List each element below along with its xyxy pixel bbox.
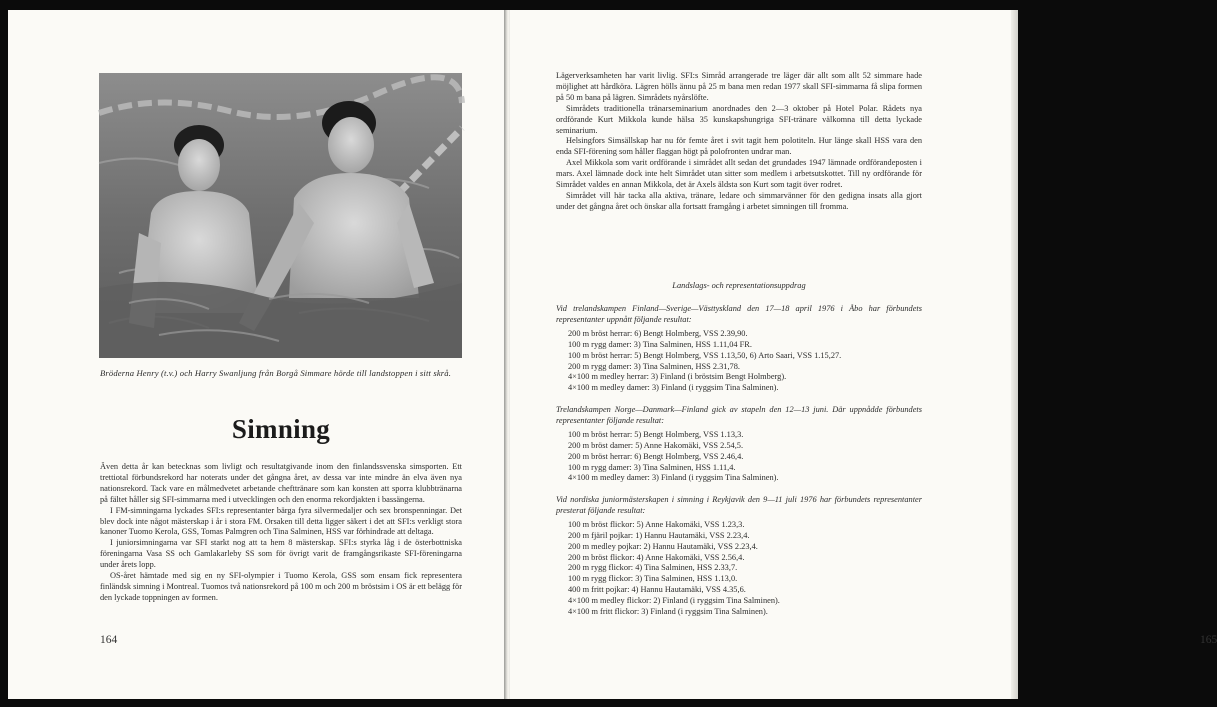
result-item: 4×100 m medley herrar: 3) Finland (i bröstsim Bengt Holmberg). xyxy=(568,372,787,382)
result-item: 4×100 m medley flickor: 2) Finland (i ryggsim Tina Salminen). xyxy=(568,596,780,606)
result-item: 200 m rygg damer: 3) Tina Salminen, HSS 2.31,78. xyxy=(568,361,740,371)
paragraph: Helsingfors Simsällskap har nu för femte året i svit tagit hem polotiteln. Hur länge skall HSS vara den enda SFI-förening som håller flaggan högt på polofronten undrar man. xyxy=(556,136,922,157)
photo-two-swimmers-in-pool xyxy=(99,73,462,358)
results-block xyxy=(556,405,922,484)
subheading: Landslags- och representationsuppdrag xyxy=(672,281,806,290)
result-item: 200 m fjäril pojkar: 1) Hannu Hautamäki, VSS 2.23,4. xyxy=(568,530,750,540)
result-item: 100 m bröst flickor: 5) Anne Hakomäki, VSS 1.23,3. xyxy=(568,519,745,529)
page-edge xyxy=(1011,10,1018,699)
paragraph: I FM-simningarna lyckades SFI:s representanter bärga fyra silvermedaljer och sex bronspenningar. Det blev dock inte något mästerskap i år i stora FM. Orsaken till detta ligger säkert i det att SFI:s verkligt stora kanoner Tuomo Kerola, GSS, Tomas Palmgren och Tina Salminen, HSS var förhindrade att deltaga. xyxy=(100,505,462,537)
result-item: 100 m bröst herrar: 5) Bengt Holmberg, VSS 1.13,50, 6) Arto Saari, VSS 1.15,27. xyxy=(568,350,842,360)
paragraph: Även detta år kan betecknas som livligt och resultatgivande inom den finlandssvenska simsporten. Ett trettiotal förbundsrekord har noterats under det gångna året, av dessa var inte mindre än elva även nya nationsrekord. Tack vare en målmedvetet arbetande chefttränare som kan konsten att sporra klubbtränarna på fältet håller sig SFI-simmarna med i utvecklingen och den enorma rekordjakten i bassängerna. xyxy=(100,462,462,504)
results-block xyxy=(556,304,922,394)
paragraph: Lägerverksamheten har varit livlig. SFI:s Simråd arrangerade tre läger där allt som allt 52 simmare hade möjlighet att hårdköra. Lägren hölls ännu på 25 m bana men redan 1977 skall SFI-simmarna få slipa formen på 50 m bana på lägren. Simrådets nyårslöfte. xyxy=(556,71,922,102)
paragraph: OS-året hämtade med sig en ny SFI-olympier i Tuomo Kerola, GSS som ensam fick representera finländsk simning i Montreal. Tuomos två nationsrekord på 100 m och 200 m bröstsim i OS är ett belägg för den lyckade toppningen av formen. xyxy=(100,571,462,602)
result-item: 100 m rygg flickor: 3) Tina Salminen, HSS 1.13,0. xyxy=(568,574,738,584)
results-intro: Vid nordiska juniormästerskapen i simning i Reykjavik den 9—11 juli 1976 har förbundets representanter presterat följande resultat: xyxy=(556,495,922,515)
result-item: 100 m bröst herrar: 5) Bengt Holmberg, VSS 1.13,3. xyxy=(568,429,744,439)
result-item: 100 m rygg damer: 3) Tina Salminen, HSS 1.11,04 FR. xyxy=(568,339,752,349)
paragraph: Simrådets traditionella tränarseminarium anordnades den 2—3 oktober på Hotel Polar. Rådets nya ordförande Kurt Mikkola kunde hälsa 35 kunskapshungriga SFI-tränare välkomna till detta lyckade seminarium. xyxy=(556,103,922,135)
result-item: 200 m rygg flickor: 4) Tina Salminen, HSS 2.33,7. xyxy=(568,563,738,573)
result-item: 200 m bröst flickor: 4) Anne Hakomäki, VSS 2.56,4. xyxy=(568,552,745,562)
page-number-right: 165 xyxy=(1200,634,1217,646)
result-item: 200 m bröst herrar: 6) Bengt Holmberg, VSS 2.39,90. xyxy=(568,328,748,338)
results-list xyxy=(556,329,922,394)
results-intro: Trelandskampen Norge—Danmark—Finland gick av stapeln den 12—13 juni. Där uppnådde förbundets representanter följande resultat: xyxy=(556,405,922,425)
results-list xyxy=(556,430,922,485)
left-body-text xyxy=(100,462,462,604)
results-intro: Vid trelandskampen Finland—Sverige—Västtyskland den 17—18 april 1976 i Åbo har förbundets representanter uppnått följande resultat: xyxy=(556,304,922,324)
swimmers-photo xyxy=(99,73,462,358)
paragraph: I juniorsimningarna var SFI starkt nog att ta hem 8 mästerskap. SFI:s styrka låg i de österbottniska föreningarna Vasa SS och Gamlakarleby SS som för övrigt varit de framgångsrikaste SFI-föreningarna under årets lopp. xyxy=(100,538,462,570)
left-page xyxy=(8,10,506,699)
results-list xyxy=(556,520,922,618)
result-item: 200 m bröst damer: 5) Anne Hakomäki, VSS 2.54,5. xyxy=(568,440,744,450)
result-item: 4×100 m medley damer: 3) Finland (i ryggsim Tina Salminen). xyxy=(568,383,779,393)
paragraph: Simrådet vill här tacka alla aktiva, tränare, ledare och simmarvänner för den gedigna insats alla gjort under det gångna året och önskar alla fortsatt framgång i arbetet simningen till fromma. xyxy=(556,190,922,211)
result-item: 400 m fritt pojkar: 4) Hannu Hautamäki, VSS 4.35,6. xyxy=(568,585,746,595)
paragraph: Axel Mikkola som varit ordförande i simrådet allt sedan det grundades 1947 lämnade ordförandeposten i mars. Axel lämnade dock inte helt Simrådet utan sitter som medlem i arbetsutskottet. Till ny ordförande för Simrådet valdes en annan Mikkola, det är Axels äldsta son Kurt som tagit över rodret. xyxy=(556,158,922,190)
page-number-left: 164 xyxy=(100,634,118,646)
results-block xyxy=(556,495,922,618)
result-item: 4×100 m medley damer: 3) Finland (i ryggsim Tina Salminen). xyxy=(568,473,779,483)
result-item: 4×100 m fritt flickor: 3) Finland (i ryggsim Tina Salminen). xyxy=(568,607,768,617)
section-title: Simning xyxy=(231,414,331,444)
result-item: 100 m rygg damer: 3) Tina Salminen, HSS 1.11,4. xyxy=(568,462,736,472)
photo-caption: Bröderna Henry (t.v.) och Harry Swanljung från Borgå Simmare hörde till landstoppen i sitt skrå. xyxy=(100,368,452,378)
result-item: 200 m medley pojkar: 2) Hannu Hautamäki, VSS 2.23,4. xyxy=(568,541,758,551)
right-body-text xyxy=(556,71,922,213)
result-item: 200 m bröst herrar: 6) Bengt Holmberg, VSS 2.46,4. xyxy=(568,451,744,461)
right-page xyxy=(510,10,1217,699)
